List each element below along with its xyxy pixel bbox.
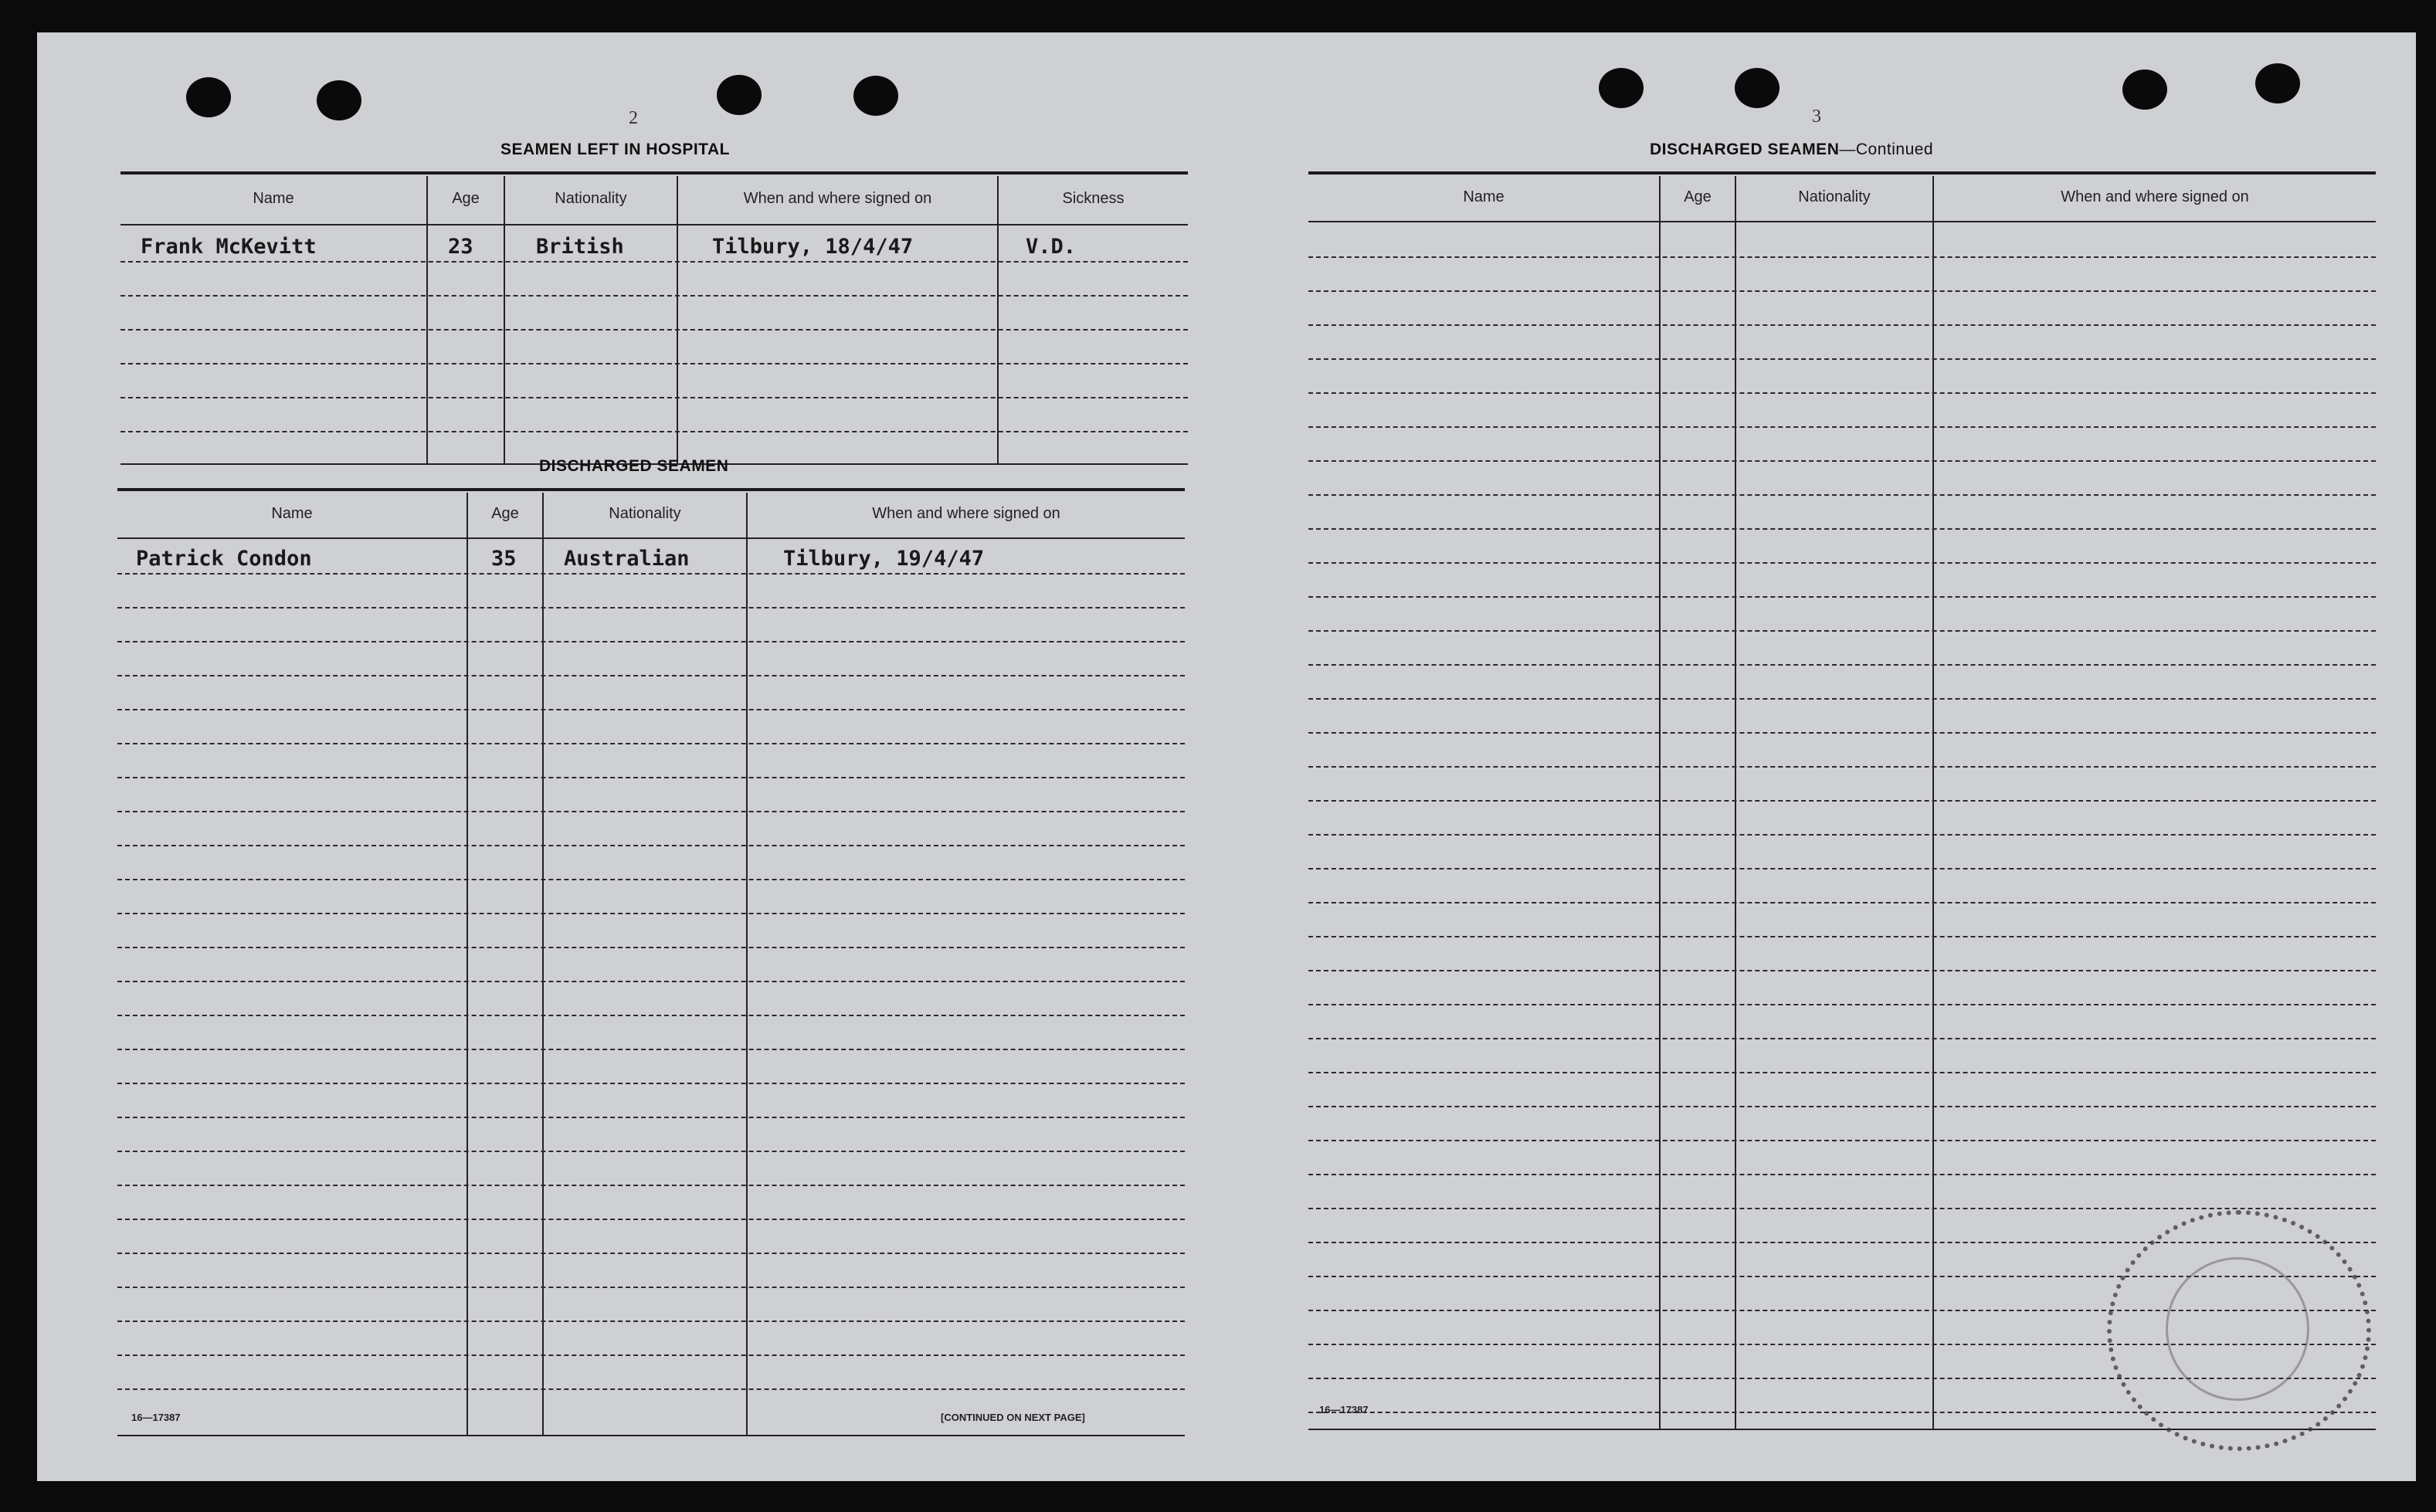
row-rule (1308, 1174, 2376, 1175)
table-header-rule (1308, 221, 2376, 222)
seaman-nationality: Australian (564, 547, 690, 571)
hospital-section-title: SEAMEN LEFT IN HOSPITAL (500, 141, 730, 158)
row-rule (1308, 562, 2376, 564)
row-rule (117, 981, 1185, 982)
col-header-signed-on: When and where signed on (872, 505, 1060, 522)
row-rule (117, 879, 1185, 880)
row-rule (120, 397, 1188, 398)
seaman-signed-on: Tilbury, 19/4/47 (783, 547, 985, 571)
row-rule (1308, 324, 2376, 326)
seaman-signed-on: Tilbury, 18/4/47 (712, 235, 914, 259)
row-rule (117, 607, 1185, 609)
row-rule (1308, 902, 2376, 903)
row-rule (1308, 1208, 2376, 1209)
punch-hole (717, 75, 762, 115)
row-rule (1308, 256, 2376, 258)
punch-hole (186, 77, 231, 117)
row-rule (1308, 732, 2376, 734)
row-rule (1308, 868, 2376, 870)
row-rule (1308, 936, 2376, 937)
row-rule (1308, 766, 2376, 768)
row-rule (1308, 800, 2376, 802)
row-rule (120, 295, 1188, 297)
row-rule (1308, 630, 2376, 632)
row-rule (1308, 358, 2376, 360)
row-rule (1308, 1072, 2376, 1073)
row-rule (1308, 426, 2376, 428)
row-rule (117, 1185, 1185, 1186)
row-rule (1308, 1038, 2376, 1039)
row-rule (117, 1388, 1185, 1390)
column-divider (1659, 176, 1661, 1429)
col-header-age: Age (452, 190, 480, 207)
row-rule (117, 709, 1185, 710)
row-rule (117, 573, 1185, 575)
row-rule (1308, 1140, 2376, 1141)
row-rule (1308, 290, 2376, 292)
page-number: 2 (629, 108, 638, 128)
row-rule (117, 1015, 1185, 1016)
column-divider (746, 493, 748, 1435)
row-rule (1308, 528, 2376, 530)
column-divider (997, 176, 999, 463)
col-header-nationality: Nationality (609, 505, 681, 522)
circular-stamp-seal (2107, 1210, 2371, 1451)
row-rule (117, 777, 1185, 778)
row-rule (120, 363, 1188, 364)
row-rule (117, 675, 1185, 676)
row-rule (117, 1354, 1185, 1356)
row-rule (117, 1219, 1185, 1220)
column-divider (467, 493, 468, 1435)
row-rule (1308, 698, 2376, 700)
column-divider (542, 493, 544, 1435)
row-rule (1308, 494, 2376, 496)
row-rule (117, 1083, 1185, 1084)
row-rule (120, 261, 1188, 263)
row-rule (120, 329, 1188, 331)
continued-note: [CONTINUED ON NEXT PAGE] (941, 1412, 1085, 1423)
table-header-rule (120, 224, 1188, 225)
punch-hole (2255, 63, 2300, 103)
table-top-rule (117, 488, 1185, 491)
punch-hole (853, 76, 898, 116)
seaman-sickness: V.D. (1026, 235, 1077, 259)
row-rule (117, 1049, 1185, 1050)
row-rule (117, 947, 1185, 948)
col-header-sickness: Sickness (1062, 190, 1125, 207)
page-number: 3 (1812, 107, 1821, 127)
row-rule (1308, 392, 2376, 394)
col-header-age: Age (491, 505, 519, 522)
table-top-rule (1308, 171, 2376, 175)
row-rule (117, 743, 1185, 744)
row-rule (117, 811, 1185, 812)
column-divider (426, 176, 428, 463)
row-rule (117, 1117, 1185, 1118)
table-bottom-rule (117, 1435, 1185, 1436)
discharged-section-title: DISCHARGED SEAMEN (539, 457, 729, 475)
punch-hole (1735, 68, 1780, 108)
row-rule (117, 641, 1185, 642)
seaman-nationality: British (536, 235, 624, 259)
form-number: 16—17387 (1319, 1404, 1369, 1415)
column-divider (1932, 176, 1934, 1429)
table-top-rule (120, 171, 1188, 175)
column-divider (1735, 176, 1736, 1429)
form-number: 16—17387 (131, 1412, 181, 1423)
row-rule (117, 1151, 1185, 1152)
punch-hole (317, 80, 361, 120)
table-header-rule (117, 537, 1185, 539)
row-rule (120, 431, 1188, 432)
discharged-continued-title (1650, 141, 1933, 159)
title-main: DISCHARGED SEAMEN (1650, 141, 1840, 158)
col-header-signed-on: When and where signed on (743, 190, 932, 207)
column-divider (504, 176, 505, 463)
row-rule (1308, 664, 2376, 666)
col-header-nationality: Nationality (1798, 188, 1871, 205)
col-header-name: Name (271, 505, 313, 522)
seaman-age: 23 (448, 235, 473, 259)
row-rule (117, 1253, 1185, 1254)
punch-hole (2122, 69, 2167, 110)
col-header-name: Name (1463, 188, 1505, 205)
col-header-age: Age (1684, 188, 1712, 205)
row-rule (117, 1287, 1185, 1288)
row-rule (1308, 1004, 2376, 1005)
col-header-nationality: Nationality (555, 190, 627, 207)
seaman-name: Patrick Condon (136, 547, 312, 571)
col-header-name: Name (253, 190, 294, 207)
col-header-signed-on: When and where signed on (2061, 188, 2249, 205)
seaman-name: Frank McKevitt (141, 235, 317, 259)
title-suffix: —Continued (1839, 141, 1934, 158)
row-rule (1308, 596, 2376, 598)
row-rule (1308, 460, 2376, 462)
row-rule (117, 913, 1185, 914)
row-rule (1308, 970, 2376, 971)
column-divider (677, 176, 678, 463)
row-rule (1308, 1106, 2376, 1107)
seaman-age: 35 (491, 547, 517, 571)
row-rule (117, 845, 1185, 846)
row-rule (117, 1320, 1185, 1322)
row-rule (1308, 834, 2376, 836)
punch-hole (1599, 68, 1644, 108)
document-sheet (37, 32, 2416, 1481)
